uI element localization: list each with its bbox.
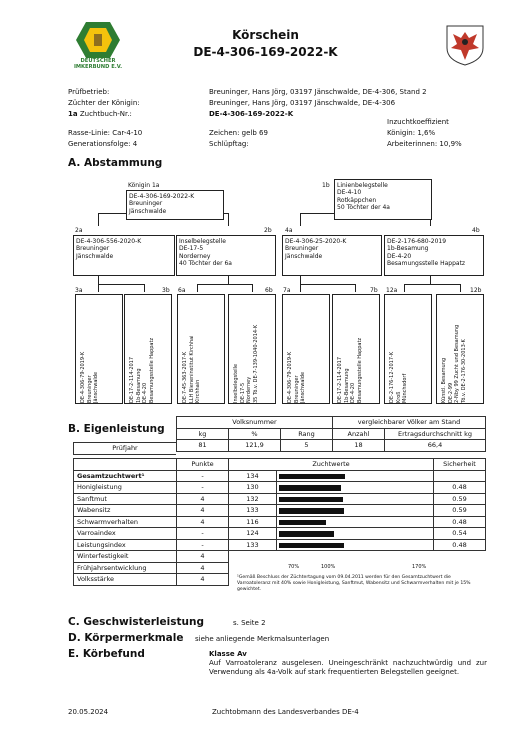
- col-kg: kg: [177, 428, 229, 440]
- trait-punkte: 4: [177, 551, 229, 563]
- trait-label: Wabensitz: [74, 505, 177, 517]
- trait-zuchtwert: 134: [229, 470, 277, 482]
- label-koenigin-1a: Königin 1a: [128, 182, 160, 189]
- col-pct: %: [229, 428, 281, 440]
- pruefjahr-table: [73, 442, 176, 455]
- pedigree-box-2a: DE-4-306-556-2020-K Breuninger Jänschwalde: [73, 235, 175, 276]
- trait-punkte: -: [177, 539, 229, 551]
- pedigree-box-12a: DE-2-176-12-2017-K Kroß Münchsdorf: [384, 294, 432, 404]
- val-rang: 5: [281, 440, 333, 452]
- logo-text-2: IMKERBUND E.V.: [73, 64, 123, 70]
- trait-punkte: 4: [177, 505, 229, 517]
- pedigree-box-7a: DE-4-306-79-2019-K Breuninger Jänschwalde: [282, 294, 330, 404]
- pruefbetrieb-value: Breuninger, Hans Jörg, 03197 Jänschwalde, DE-4-306, Stand 2: [209, 88, 427, 96]
- trait-punkte: 4: [177, 574, 229, 586]
- volksnummer-header: Volksnummer: [177, 417, 333, 429]
- label-12b: 12b: [470, 287, 482, 294]
- col-punkte: Punkte: [177, 459, 229, 471]
- zeichen: Zeichen: gelb 69: [209, 129, 268, 137]
- pedigree-box-1b: Linienbelegstelle DE-4-10 Rotkäppchen 50 Töchter der 4a: [334, 179, 432, 220]
- trait-label: Sanftmut: [74, 493, 177, 505]
- trait-sicherheit: 0.48: [434, 516, 486, 528]
- zuchtwert-bar: [279, 520, 326, 526]
- trait-sicherheit: 0.48: [434, 482, 486, 494]
- zuchtwert-row: [74, 516, 486, 528]
- trait-punkte: -: [177, 470, 229, 482]
- trait-label: Volksstärke: [74, 574, 177, 586]
- trait-zuchtwert: 130: [229, 482, 277, 494]
- col-sicherheit: Sicherheit: [434, 459, 486, 471]
- section-a-title: A. Abstammung: [68, 157, 163, 169]
- scale-170: 170%: [412, 564, 427, 570]
- zuchtwert-bar: [279, 474, 345, 480]
- trait-bar-cell: [277, 493, 434, 505]
- schlupftag: Schlüpftag:: [209, 140, 249, 148]
- trait-punkte: -: [177, 482, 229, 494]
- trait-punkte: 4: [177, 493, 229, 505]
- koerbefund-text: Auf Varroatoleranz ausgelesen. Uneingeschränkt nachzuchtwürdig und zur Verwendung als 4a-Volk auf stark frequentierten Belegstellen geeignet.: [209, 659, 487, 676]
- volk-table: [176, 416, 486, 452]
- pedigree-box-6b: Inselbelegstelle DE-17-5 Norderney 35 Tö.v. DE-7-139-1040-2014-K: [228, 294, 276, 404]
- zuchtbuch-value: DE-4-306-169-2022-K: [209, 110, 294, 118]
- footer-date: 20.05.2024: [68, 708, 109, 716]
- trait-bar-cell: [277, 528, 434, 540]
- page-subtitle: DE-4-306-169-2022-K: [193, 45, 338, 59]
- extra-trait-row: [74, 551, 486, 563]
- pedigree-box-4b: DE-2-176-680-2019 1b-Besamung DE-4-20 Besamungsstelle Happatz: [384, 235, 484, 276]
- scale-100: 100%: [321, 564, 336, 570]
- section-c-title: C. Geschwisterleistung: [68, 616, 204, 628]
- inzucht-title: Inzuchtkoeffizient: [387, 118, 449, 126]
- zuchtwert-row: [74, 470, 486, 482]
- zuchtbuch-label: Zuchtbuch-Nr.:: [79, 110, 132, 118]
- label-2a: 2a: [75, 227, 83, 234]
- trait-zuchtwert: 124: [229, 528, 277, 540]
- trait-label: Leistungsindex: [74, 539, 177, 551]
- pedigree-box-3b: DE-17-2-114-2017 1b-Besamung DE-4-20 Besamungsstelle Happatz: [124, 294, 172, 404]
- trait-sicherheit: [434, 470, 486, 482]
- pedigree-box-7b: DE-17-2-114-2017 1b-Besamung DE-4-20 Besamungsstelle Happatz: [332, 294, 380, 404]
- inzucht-arbeiterinnen: Arbeiterinnen: 10,9%: [387, 140, 462, 148]
- zuchtwert-row: [74, 505, 486, 517]
- section-e-title: E. Körbefund: [68, 648, 145, 660]
- trait-bar-cell: [277, 470, 434, 482]
- trait-bar-cell: [277, 516, 434, 528]
- trait-label: Honigleistung: [74, 482, 177, 494]
- label-4a: 4a: [285, 227, 293, 234]
- pedigree-box-3a: DE-4-306-79-2019-K Breuninger Jänschwalde: [75, 294, 123, 404]
- zuchtbuch-prefix: 1a: [68, 110, 78, 118]
- trait-label: Winterfestigkeit: [74, 551, 177, 563]
- generationsfolge: Generationsfolge: 4: [68, 140, 138, 148]
- trait-punkte: -: [177, 528, 229, 540]
- val-ertrag: 66,4: [385, 440, 486, 452]
- trait-bar-cell: [277, 482, 434, 494]
- zuchtwert-row: [74, 539, 486, 551]
- label-7b: 7b: [370, 287, 378, 294]
- trait-bar-cell: [277, 505, 434, 517]
- klasse: Klasse Av: [209, 650, 247, 658]
- pedigree-box-12b: Künstl. Besamung DE-2-99 2-Nby 99 Zucht und Besamung Tö.v. DE-2-176-30-2013-K: [436, 294, 484, 404]
- trait-label: Gesamtzuchtwert¹: [74, 470, 177, 482]
- val-anzahl: 18: [333, 440, 385, 452]
- rasse-linie: Rasse-Linie: Car-4-10: [68, 129, 143, 137]
- zuchtwert-bar: [279, 485, 341, 491]
- trait-label: Frühjahrsentwicklung: [74, 562, 177, 574]
- label-3a: 3a: [75, 287, 83, 294]
- pedigree-box-2b: Inselbelegstelle DE-17-5 Norderney 40 Töchter der 6a: [176, 235, 276, 276]
- page-title: Körschein: [232, 28, 299, 42]
- eagle-coat-of-arms: [445, 24, 485, 66]
- eagle-emblem-icon: [445, 24, 485, 66]
- label-12a: 12a: [386, 287, 398, 294]
- vergleich-header: vergleichbarer Völker am Stand: [333, 417, 486, 429]
- trait-sicherheit: 0.48: [434, 539, 486, 551]
- zuchtwert-row: [74, 528, 486, 540]
- trait-punkte: 4: [177, 516, 229, 528]
- pedigree-box-1a: DE-4-306-169-2022-K Breuninger Jänschwalde: [126, 190, 224, 220]
- trait-sicherheit: 0.59: [434, 493, 486, 505]
- zuchtwert-bar: [279, 497, 343, 503]
- trait-label: Schwarmverhalten: [74, 516, 177, 528]
- zuchtwert-bar: [279, 508, 344, 514]
- section-d-title: D. Körpermerkmale: [68, 632, 184, 644]
- pedigree-box-6a: DE-7-45-363-2017-K LLH Bieneninstitut Kirchhai Kirchhain: [177, 294, 225, 404]
- trait-zuchtwert: 133: [229, 539, 277, 551]
- section-d-note: siehe anliegende Merkmalsunterlagen: [195, 635, 330, 643]
- val-kg: 81: [177, 440, 229, 452]
- pedigree-box-4a: DE-4-306-25-2020-K Breuninger Jänschwalde: [282, 235, 382, 276]
- col-anzahl: Anzahl: [333, 428, 385, 440]
- label-3b: 3b: [162, 287, 170, 294]
- col-ertrag: Ertragsdurchschnitt kg: [385, 428, 486, 440]
- zuchtwert-row: [74, 482, 486, 494]
- zuechter-value: Breuninger, Hans Jörg, 03197 Jänschwalde, DE-4-306: [209, 99, 396, 107]
- scale-70: 70%: [288, 564, 300, 570]
- val-pct: 121,9: [229, 440, 281, 452]
- label-1b: 1b: [322, 182, 330, 189]
- trait-label: Varroaindex: [74, 528, 177, 540]
- label-2b: 2b: [264, 227, 272, 234]
- trait-zuchtwert: 132: [229, 493, 277, 505]
- inzucht-koenigin: Königin: 1,6%: [387, 129, 436, 137]
- logo-text-1: DEUTSCHER: [80, 58, 116, 64]
- section-c-note: s. Seite 2: [233, 619, 266, 627]
- footnote: ¹Gemäß Beschluss der Züchtertagung vom 09.04.2011 werden für den Gesamtzuchtwert die Varroatoleranz mit 40% sowie Honigleistung, Sanftmut, Wabensitz und Schwarmverhalten mit je 15% gewichtet.: [237, 575, 471, 592]
- zuchtwert-row: [74, 493, 486, 505]
- footer-signer: Zuchtobmann des Landesverbandes DE-4: [212, 708, 359, 716]
- zuechter-label: Züchter der Königin:: [68, 99, 140, 107]
- pruefbetrieb-label: Prüfbetrieb:: [68, 88, 110, 96]
- label-7a: 7a: [283, 287, 291, 294]
- trait-zuchtwert: 116: [229, 516, 277, 528]
- pruefjahr-label: Prüfjahr: [74, 443, 177, 455]
- section-b-title: B. Eigenleistung: [68, 423, 165, 435]
- zuchtwert-bar: [279, 543, 344, 549]
- trait-bar-cell: [277, 539, 434, 551]
- trait-sicherheit: 0.59: [434, 505, 486, 517]
- label-4b: 4b: [472, 227, 480, 234]
- label-6a: 6a: [178, 287, 186, 294]
- zuchtwert-bar: [279, 531, 334, 537]
- label-6b: 6b: [265, 287, 273, 294]
- col-rang: Rang: [281, 428, 333, 440]
- col-zuchtwerte: Zuchtwerte: [229, 459, 434, 471]
- trait-punkte: 4: [177, 562, 229, 574]
- trait-zuchtwert: 133: [229, 505, 277, 517]
- trait-sicherheit: 0.54: [434, 528, 486, 540]
